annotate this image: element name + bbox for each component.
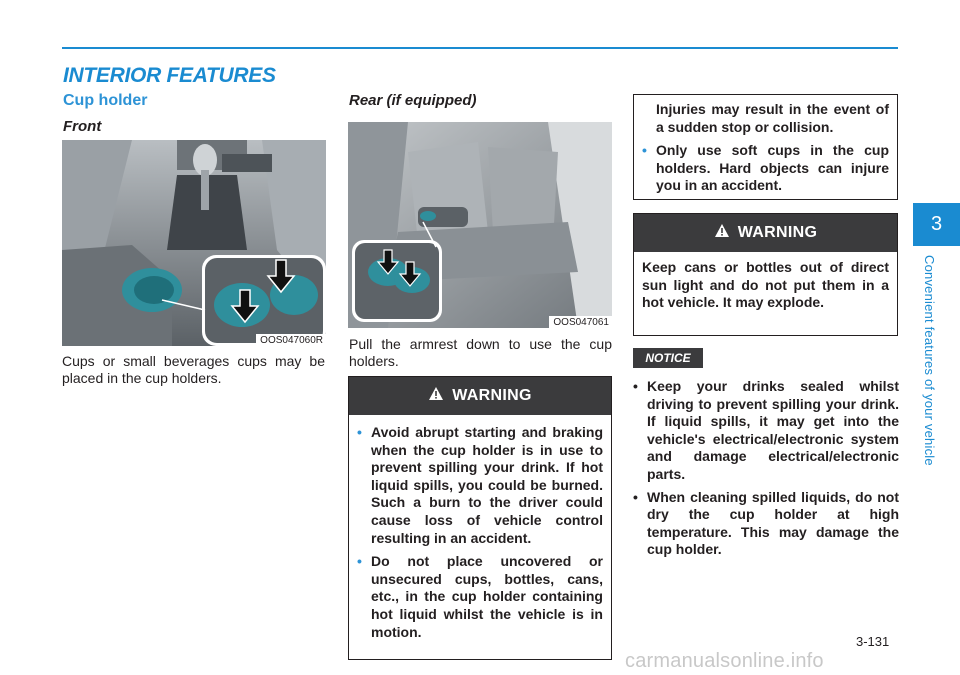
- section-title: INTERIOR FEATURES: [63, 64, 276, 87]
- rear-seat-illustration: [348, 122, 612, 328]
- warning-title: WARNING: [737, 224, 818, 241]
- bullet-dot-icon: •: [633, 488, 638, 505]
- warning-title: WARNING: [452, 387, 532, 404]
- photo-code: OOS047061: [549, 316, 612, 328]
- bullet-dot-icon: •: [357, 424, 362, 440]
- bullet-dot-icon: •: [357, 553, 362, 570]
- front-description: Cups or small beverages cups may be placed in the cup holders.: [62, 353, 325, 386]
- cup-holder-heading: Cup holder: [63, 92, 148, 109]
- warning-continued-lead: Injuries may result in the event of a sudden stop or collision.: [656, 101, 889, 135]
- notice-list: [633, 378, 899, 564]
- rear-description: Pull the armrest down to use the cup holders.: [349, 336, 612, 369]
- notice-item: • When cleaning spilled liquids, do not dry the cup holder at high temperature. This may damage the cup holder.: [633, 488, 899, 558]
- bullet-dot-icon: •: [633, 378, 638, 394]
- front-console-illustration: [62, 140, 326, 346]
- front-subheading: Front: [63, 118, 102, 135]
- warning-box-burn: [348, 376, 612, 660]
- chapter-title: Convenient features of your vehicle: [922, 255, 937, 466]
- front-cup-holder-photo: [62, 140, 326, 346]
- notice-item: • Keep your drinks sealed whilst driving to prevent spilling your drink. If liquid spills, it may get into the vehicle's electrical/electronic system and damage electrical/electronic parts.: [633, 378, 899, 482]
- warning-box-continued: [633, 94, 898, 200]
- warning-box-heat: [633, 213, 898, 336]
- chapter-tab: 3: [913, 203, 960, 246]
- rear-cup-holder-photo: [348, 122, 612, 328]
- page-number: 3-131: [856, 634, 890, 649]
- warning-bullet: • Avoid abrupt starting and braking when the cup holder is in use to prevent spilling your drink. If hot liquid spills, you could be burned. Such a burn to the driver could cause loss of vehicle control resulting in an accident.: [357, 424, 603, 546]
- warning-bullet: • Do not place uncovered or unsecured cups, bottles, cans, etc., in the cup holder containing hot liquid whilst the vehicle is in motion.: [357, 553, 603, 640]
- notice-badge: NOTICE: [633, 348, 703, 368]
- photo-code: OOS047060R: [256, 334, 326, 346]
- top-rule: [62, 47, 898, 49]
- warning-triangle-icon: [714, 223, 730, 243]
- bullet-dot-icon: •: [642, 142, 647, 159]
- warning-header: [349, 377, 611, 415]
- warning-bullet: • Only use soft cups in the cup holders. Hard objects can injure you in an accident.: [642, 142, 889, 194]
- warning-heat-text: Keep cans or bottles out of direct sun light and do not put them in a hot vehicle. It may explode.: [642, 259, 889, 311]
- warning-header: [634, 214, 897, 252]
- watermark: carmanualsonline.info: [625, 650, 824, 672]
- rear-subheading: Rear (if equipped): [349, 92, 477, 109]
- warning-triangle-icon: [428, 386, 444, 406]
